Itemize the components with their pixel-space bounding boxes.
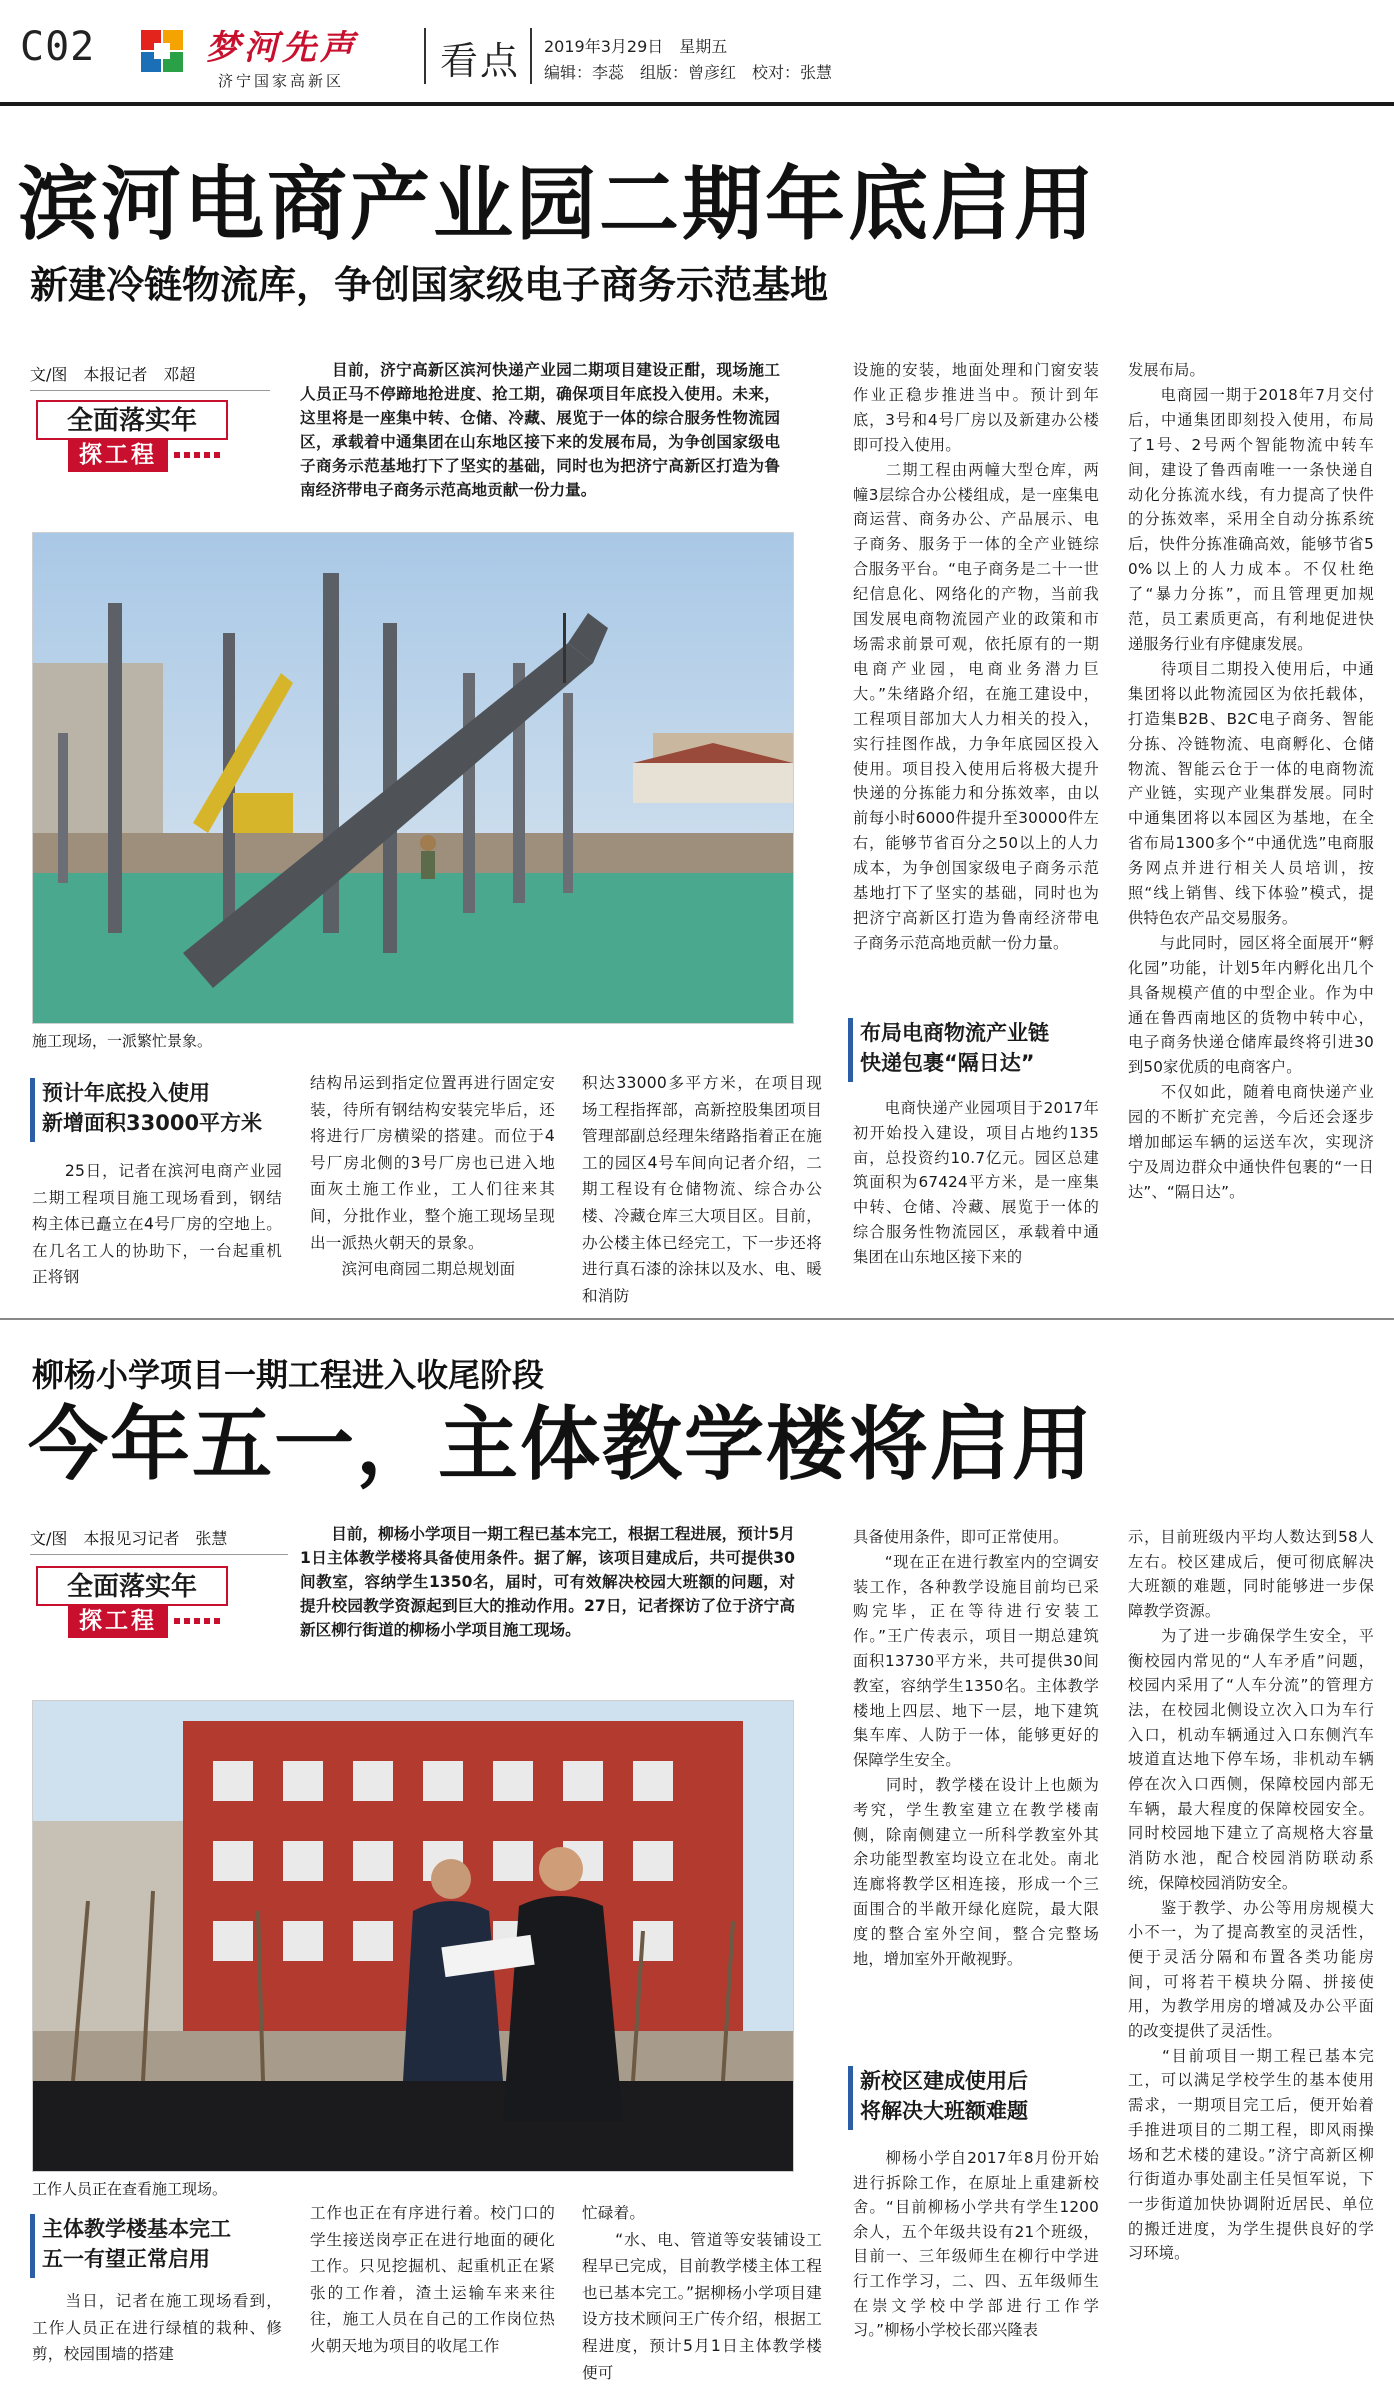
article1-col-c: 积达33000多平方米，在项目现场工程指挥部，高新控股集团项目管理部副总经理朱绪路指着正在施工的园区4号车间向记者介绍，二期工程设有仓储物流、综合办公楼、冷藏仓库三大项目区。目前，办公楼主体已经完工，下一步还将进行真石漆的涂抹以及水、电、暖和消防 [582,1074,822,1305]
logo-title: 梦河先声 [206,28,358,68]
article1-col-e: 发展布局。 电商园一期于2018年7月交付后，中通集团即刻投入使用，布局了1号、2号两个智能物流中转车间，建设了鲁西南唯一一条快递自动化分拣流水线，有力提高了快件的分拣效率，采用全自动分拣系统后，快件分拣准确高效，能够节省50%以上的人力成本。不仅杜绝了“暴力分拣”，而且管理更加规范，员工素质更高，有利地促进快递服务行业有序健康发展。 待项目二期投入使用后，中通集团将以此物流园区为依托载体，打造集B2B、B2C电子商务、智能分拣、冷链物流、电商孵化、仓储物流、智能云仓于一体的电商物流产业链，实现产业集群发展。同时中通集团将以本园区为基地，在全省布局1300多个“中通优选”电商服务网点并进行相关人员培训，按照“线上销售、线下体验”模式，提供特色农产品交易服务。 与此同时，园区将全面展开“孵化园”功能，计划5年内孵化出几个具备规模产值的中型企业。作为中通在鲁西南地区的货物中转中心，电子商务快递仓储库最终将引进30到50家优质的电商客户。 不仅如此，随着电商快递产业园的不断扩充完善，今后还会逐步增加邮运车辆的运送车次，实现济宁及周边群众中通快件包裹的“一日达”、“隔日达”。 [1128,361,1374,1201]
article2-lead: 目前，柳杨小学项目一期工程已基本完工，根据工程进展，预计5月1日主体教学楼将具备使用条件。据了解，该项目建成后，共可提供30间教室，容纳学生1350名，届时，可有效解决校园大班额的问题，对提升校园教学资源起到巨大的推动作用。27日，记者探访了位于济宁高新区柳行街道的柳杨小学项目施工现场。 [300,1525,795,1639]
article2-col-b: 工作也正在有序进行着。校门口的学生接送岗亭正在进行地面的硬化工作。只见挖掘机、起重机正在紧张的工作着，渣土运输车来来往往，施工人员在自己的工作岗位热火朝天地为项目的收尾工作 [310,2204,555,2355]
subhead-marker [848,2066,853,2130]
article1-subhead-1: 预计年底投入使用 新增面积33000平方米 [42,1081,263,1135]
badge-stripe [174,1618,224,1624]
article1-photo-caption: 施工现场，一派繁忙景象。 [32,1032,213,1050]
article1-subhead-2: 布局电商物流产业链 快递包裹“隔日达” [860,1021,1049,1075]
article1-col-b: 结构吊运到指定位置再进行固定安装，待所有钢结构安装完毕后，还将进行厂房横梁的搭建。而位于4号厂房北侧的3号厂房也已进入地面灰土施工作业，工人们往来其间，分批作业，整个施工现场呈现出一派热火朝天的景象。 滨河电商园二期总规划面 [310,1074,555,1279]
article2-col-a: 当日，记者在施工现场看到，工作人员正在进行绿植的栽种、修剪，校园围墙的搭建 [32,2292,282,2364]
article2-byline: 文/图 本报见习记者 张慧 [30,1529,228,1548]
subhead-marker [848,1018,853,1082]
staff-line: 编辑：李蕊 组版：曾彦红 校对：张慧 [544,63,833,82]
article2-subhead-1: 主体教学楼基本完工 五一有望正常启用 [42,2217,231,2271]
badge-project-inspection [36,1566,228,1640]
section-title: 看点 [440,39,521,83]
header-rule [0,102,1394,106]
byline-rule [30,390,270,391]
date-line: 2019年3月29日 星期五 [544,37,728,56]
article2-headline: 今年五一，主体教学楼将启用 [28,1398,1094,1491]
subhead-marker [30,2214,35,2278]
article2-col-e: 示，目前班级内平均人数达到58人左右。校区建成后，便可彻底解决大班额的难题，同时能够进一步保障教学资源。 为了进一步确保学生安全，平衡校园内常见的“人车矛盾”问题，校园内采用了“人车分流”的管理方法，在校园北侧设立次入口为车行入口，机动车辆通过入口东侧汽车坡道直达地下停车场，非机动车辆停在次入口西侧，保障校园内部无车辆，最大程度的保障校园安全。同时校园地下建立了高规格大容量消防水池，配合校园消防联动系统，保障校园消防安全。 鉴于教学、办公等用房规模大小不一，为了提高教室的灵活性，便于灵活分隔和布置各类功能房间，可将若干模块分隔、拼接使用，为教学用房的增减及办公平面的改变提供了灵活性。 “目前项目一期工程已基本完工，可以满足学校学生的基本使用需求，一期项目完工后，便开始着手推进项目的二期工程，即风雨操场和艺术楼的建设。”济宁高新区柳行街道办事处副主任吴恒军说，下一步街道加快协调附近居民、单位的搬迁进度，为学生提供良好的学习环境。 [1128,1528,1374,2263]
article1-headline: 滨河电商产业园二期年底启用 [18,158,1097,251]
logo-icon [139,28,185,74]
badge-top: 全面落实年 [36,1566,228,1606]
article2-col-d2: 柳杨小学自2017年8月份开始进行拆除工作，在原址上重建新校舍。“目前柳杨小学共有学生1200余人，五个年级共设有21个班级，目前一、三年级师生在柳行中学进行工作学习，二、四、五年级师生在崇文学校中学部进行工作学习。”柳杨小学校长邵兴隆表 [853,2149,1099,2340]
badge-bottom: 探工程 [68,1604,168,1638]
article1-lead: 目前，济宁高新区滨河快递产业园二期项目建设正酣，现场施工人员正马不停蹄地抢进度、抢工期，确保项目年底投入使用。未来，这里将是一座集中转、仓储、冷藏、展览于一体的综合服务性物流园区，承载着中通集团在山东地区接下来的发展布局，为争创国家级电子商务示范基地打下了坚实的基础，同时也为把济宁高新区打造为鲁南经济带电子商务示范高地贡献一份力量。 [300,361,780,499]
article2-photo-caption: 工作人员正在查看施工现场。 [32,2180,228,2198]
logo-subtitle: 济宁国家高新区 [218,72,345,90]
badge-bottom: 探工程 [68,438,168,472]
article1-photo [32,532,794,1024]
article1-col-a: 25日，记者在滨河电商产业园二期工程项目施工现场看到，钢结构主体已矗立在4号厂房的空地上。在几名工人的协助下，一台起重机正将钢 [32,1162,282,1287]
article1-subheadline: 新建冷链物流库，争创国家级电子商务示范基地 [30,263,829,307]
article2-subhead-2: 新校区建成使用后 将解决大班额难题 [860,2069,1028,2123]
header-divider-2 [530,28,532,84]
subhead-marker [30,1078,35,1142]
article2-col-c: 忙碌着。 “水、电、管道等安装铺设工程早已完成，目前教学楼主体工程也已基本完工。”据柳杨小学项目建设方技术顾问王广传介绍，根据工程进度，预计5月1日主体教学楼便可 [582,2204,822,2382]
badge-top: 全面落实年 [36,400,228,440]
article2-col-d: 具备使用条件，即可正常使用。 “现在正在进行教室内的空调安装工作，各种教学设施目前均已采购完毕，正在等待进行安装工作。”王广传表示，项目一期总建筑面积13730平方米，共可提供30间教室，容纳学生1350名。主体教学楼地上四层、地下一层，地下建筑集车库、人防于一体，能够更好的保障学生安全。 同时，教学楼在设计上也颇为考究，学生教室建立在教学楼南侧，除南侧建立一所科学教室外其余功能型教室均设立在北处。南北连廊将教学区相连接，形成一个三面围合的半敞开绿化庭院，最大限度的整合室外空间，整合完整场地，增加室外开敞视野。 [853,1528,1099,1968]
badge-stripe [174,452,224,458]
article1-col-d2: 电商快递产业园项目于2017年初开始投入建设，项目占地约135亩，总投资约10.7亿元。园区总建筑面积为67424平方米，是一座集中转、仓储、冷藏、展览于一体的综合服务性物流园区，承载着中通集团在山东地区接下来的 [853,1099,1099,1266]
badge-project-inspection [36,400,228,474]
article-divider [0,1318,1394,1320]
article1-byline: 文/图 本报记者 邓超 [30,365,196,384]
byline-rule [30,1554,288,1555]
article2-kicker: 柳杨小学项目一期工程进入收尾阶段 [32,1356,545,1394]
page-number: C02 [20,24,96,70]
article2-photo [32,1700,794,2172]
header-divider [424,28,426,84]
article1-col-d: 设施的安装，地面处理和门窗安装作业正稳步推进当中。预计到年底，3号和4号厂房以及新建办公楼即可投入使用。 二期工程由两幢大型仓库，两幢3层综合办公楼组成，是一座集电商运营、商务办公、产品展示、电子商务、服务于一体的全产业链综合服务平台。“电子商务是二十一世纪信息化、网络化的产物，当前我国发展电商物流园产业的政策和市场需求前景可观，依托原有的一期电商产业园，电商业务潜力巨大。”朱绪路介绍，在施工建设中，工程项目部加大人力相关的投入，实行挂图作战，力争年底园区投入使用。项目投入使用后将极大提升快递的分拣能力和分拣效率，由以前每小时6000件提升至30000件左右，能够节省百分之50以上的人力成本，为争创国家级电子商务示范基地打下了坚实的基础，同时也为把济宁高新区打造为鲁南经济带电子商务示范高地贡献一份力量。 [853,361,1099,952]
